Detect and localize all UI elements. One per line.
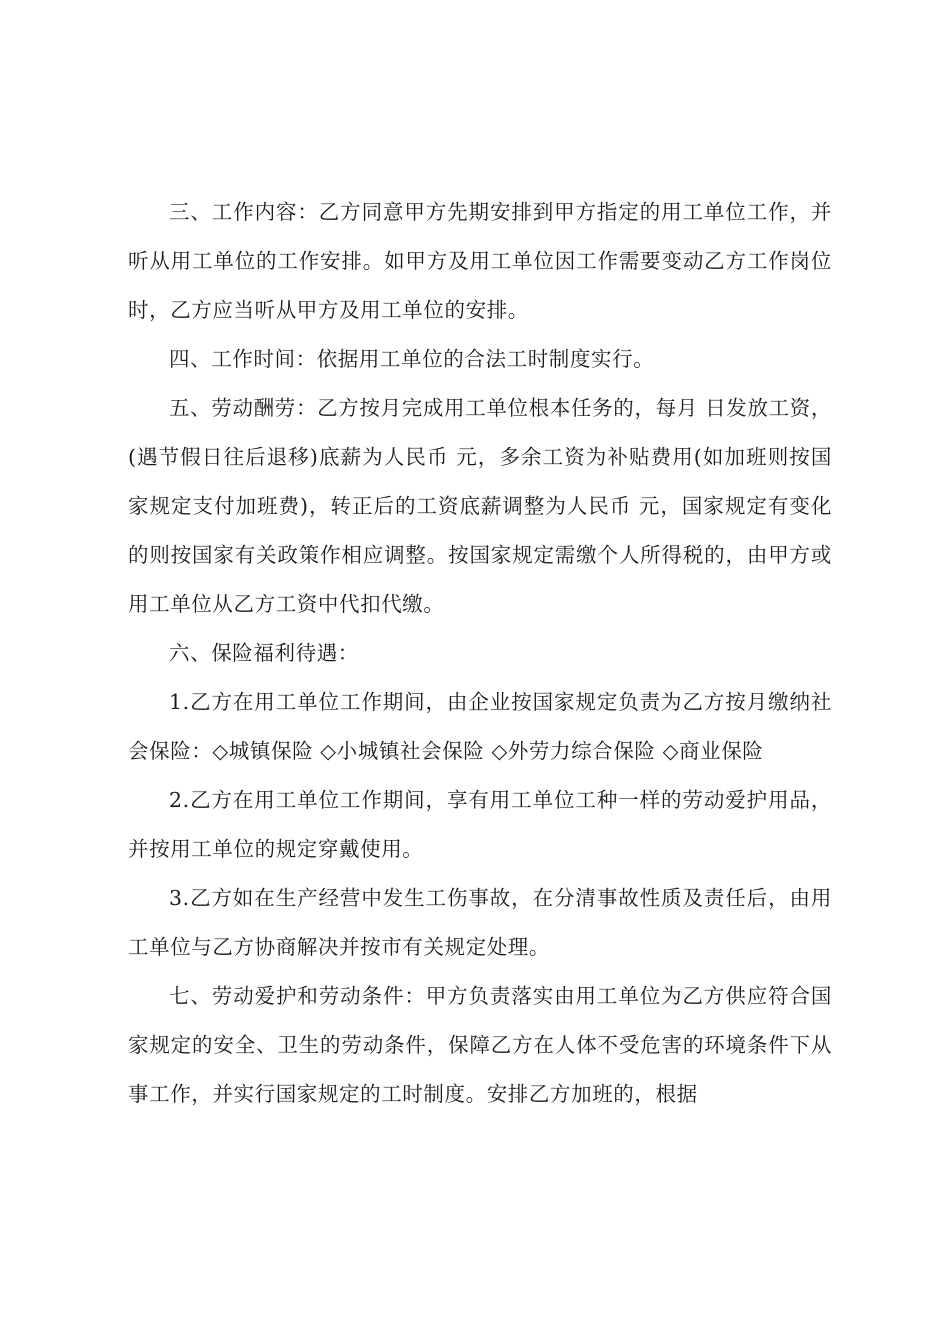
clause-insurance-welfare-heading: 六、保险福利待遇： xyxy=(169,641,359,665)
clause-work-content: 三、工作内容：乙方同意甲方先期安排到甲方指定的用工单位工作，并听从用工单位的工作安排。如甲方及用工单位因工作需要变动乙方工作岗位时，乙方应当听从甲方及用工单位的安排。 xyxy=(128,200,832,322)
insurance-item-2: 2.乙方在用工单位工作期间，享有用工单位工种一样的劳动爱护用品，并按用工单位的规定穿戴使用。 xyxy=(128,788,832,861)
contract-body xyxy=(128,188,832,1119)
clause-labor-protection: 七、劳动爱护和劳动条件：甲方负责落实由用工单位为乙方供应符合国家规定的安全、卫生的劳动条件，保障乙方在人体不受危害的环境条件下从事工作，并实行国家规定的工时制度。安排乙方加班的，根据 xyxy=(128,984,832,1106)
insurance-item-3: 3.乙方如在生产经营中发生工伤事故，在分清事故性质及责任后，由用工单位与乙方协商解决并按市有关规定处理。 xyxy=(128,886,832,959)
insurance-item-1: 1.乙方在用工单位工作期间，由企业按国家规定负责为乙方按月缴纳社会保险：◇城镇保险 ◇小城镇社会保险 ◇外劳力综合保险 ◇商业保险 xyxy=(128,690,832,763)
clause-remuneration: 五、劳动酬劳：乙方按月完成用工单位根本任务的，每月 日发放工资，(遇节假日往后退移)底薪为人民币 元，多余工资为补贴费用(如加班则按国家规定支付加班费)，转正后的工资底薪调整为人民币 元，国家规定有变化的则按国家有关政策作相应调整。按国家规定需缴个人所得税的，由甲方或用工单位从乙方工资中代扣代缴。 xyxy=(128,396,832,616)
clause-work-hours: 四、工作时间：依据用工单位的合法工时制度实行。 xyxy=(169,347,655,371)
